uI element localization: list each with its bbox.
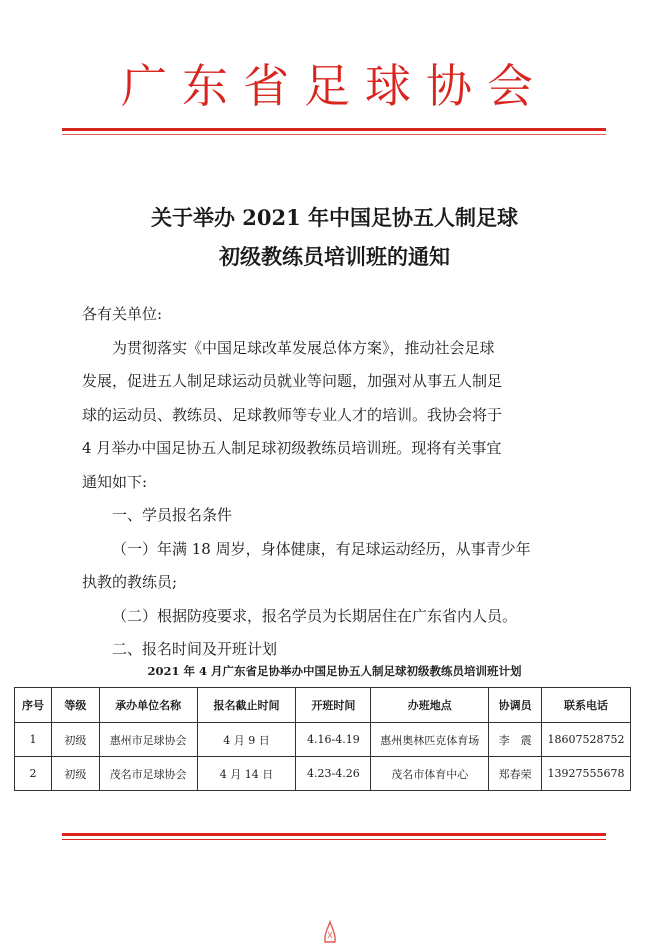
cell-level: 初级 xyxy=(51,757,99,791)
cell-venue: 茂名市体育中心 xyxy=(371,757,489,791)
footer-rule-thin xyxy=(62,839,606,840)
cell-host-org: 惠州市足球协会 xyxy=(99,723,197,757)
cell-phone: 13927555678 xyxy=(542,757,631,791)
para1-line1: 为贯彻落实《中国足球改革发展总体方案》，推动社会足球 xyxy=(112,338,495,357)
seal-fragment-icon xyxy=(322,918,338,944)
salutation: 各有关单位: xyxy=(82,305,163,323)
table-caption: 2021 年 4 月广东省足协举办中国足协五人制足球初级教练员培训班计划 xyxy=(147,664,522,678)
doc-title-line1: 关于举办 2021 年中国足协五人制足球 xyxy=(150,205,519,230)
item1-line1: （一）年满 18 周岁，身体健康，有足球运动经历，从事青少年 xyxy=(112,539,531,558)
para1-line3: 球的运动员、教练员、足球教师等专业人才的培训。我协会将于 xyxy=(82,405,503,424)
letterhead-rule-thin xyxy=(62,134,606,135)
cell-start-time: 4.16-4.19 xyxy=(296,723,371,757)
training-plan-table xyxy=(14,687,631,791)
th-index: 序号 xyxy=(15,688,52,723)
cell-level: 初级 xyxy=(51,723,99,757)
cell-host-org: 茂名市足球协会 xyxy=(99,757,197,791)
th-phone: 联系电话 xyxy=(542,688,631,723)
item2: （二）根据防疫要求，报名学员为长期居住在广东省内人员。 xyxy=(112,606,518,625)
section2-heading: 二、报名时间及开班计划 xyxy=(112,640,278,658)
cell-deadline: 4 月 9 日 xyxy=(197,723,296,757)
cell-index: 1 xyxy=(15,723,52,757)
para1-line4: 4 月举办中国足协五人制足球初级教练员培训班。现将有关事宜 xyxy=(82,439,502,457)
cell-coordinator: 郑春荣 xyxy=(489,757,542,791)
th-coordinator: 协调员 xyxy=(489,688,542,723)
table-header-row xyxy=(15,688,631,723)
para1-line5: 通知如下: xyxy=(82,472,148,491)
table-row xyxy=(15,757,631,791)
cell-deadline: 4 月 14 日 xyxy=(197,757,296,791)
table-row xyxy=(15,723,631,757)
cell-start-time: 4.23-4.26 xyxy=(296,757,371,791)
org-letterhead-title: 广东省足球协会 xyxy=(121,59,548,113)
doc-title-line2: 初级教练员培训班的通知 xyxy=(219,244,450,269)
cell-phone: 18607528752 xyxy=(542,723,631,757)
footer-rule-thick xyxy=(62,833,606,836)
th-host-org: 承办单位名称 xyxy=(99,688,197,723)
item1-line2: 执教的教练员; xyxy=(82,573,178,591)
cell-coordinator: 李 震 xyxy=(489,723,542,757)
section1-heading: 一、学员报名条件 xyxy=(112,506,233,524)
notice-body xyxy=(82,298,604,667)
para1-line2: 发展，促进五人制足球运动员就业等问题，加强对从事五人制足 xyxy=(82,372,503,390)
letterhead-rule-thick xyxy=(62,128,606,131)
th-start-time: 开班时间 xyxy=(296,688,371,723)
th-level: 等级 xyxy=(51,688,99,723)
th-venue: 办班地点 xyxy=(371,688,489,723)
cell-venue: 惠州奥林匹克体育场 xyxy=(371,723,489,757)
th-deadline: 报名截止时间 xyxy=(197,688,296,723)
cell-index: 2 xyxy=(15,757,52,791)
